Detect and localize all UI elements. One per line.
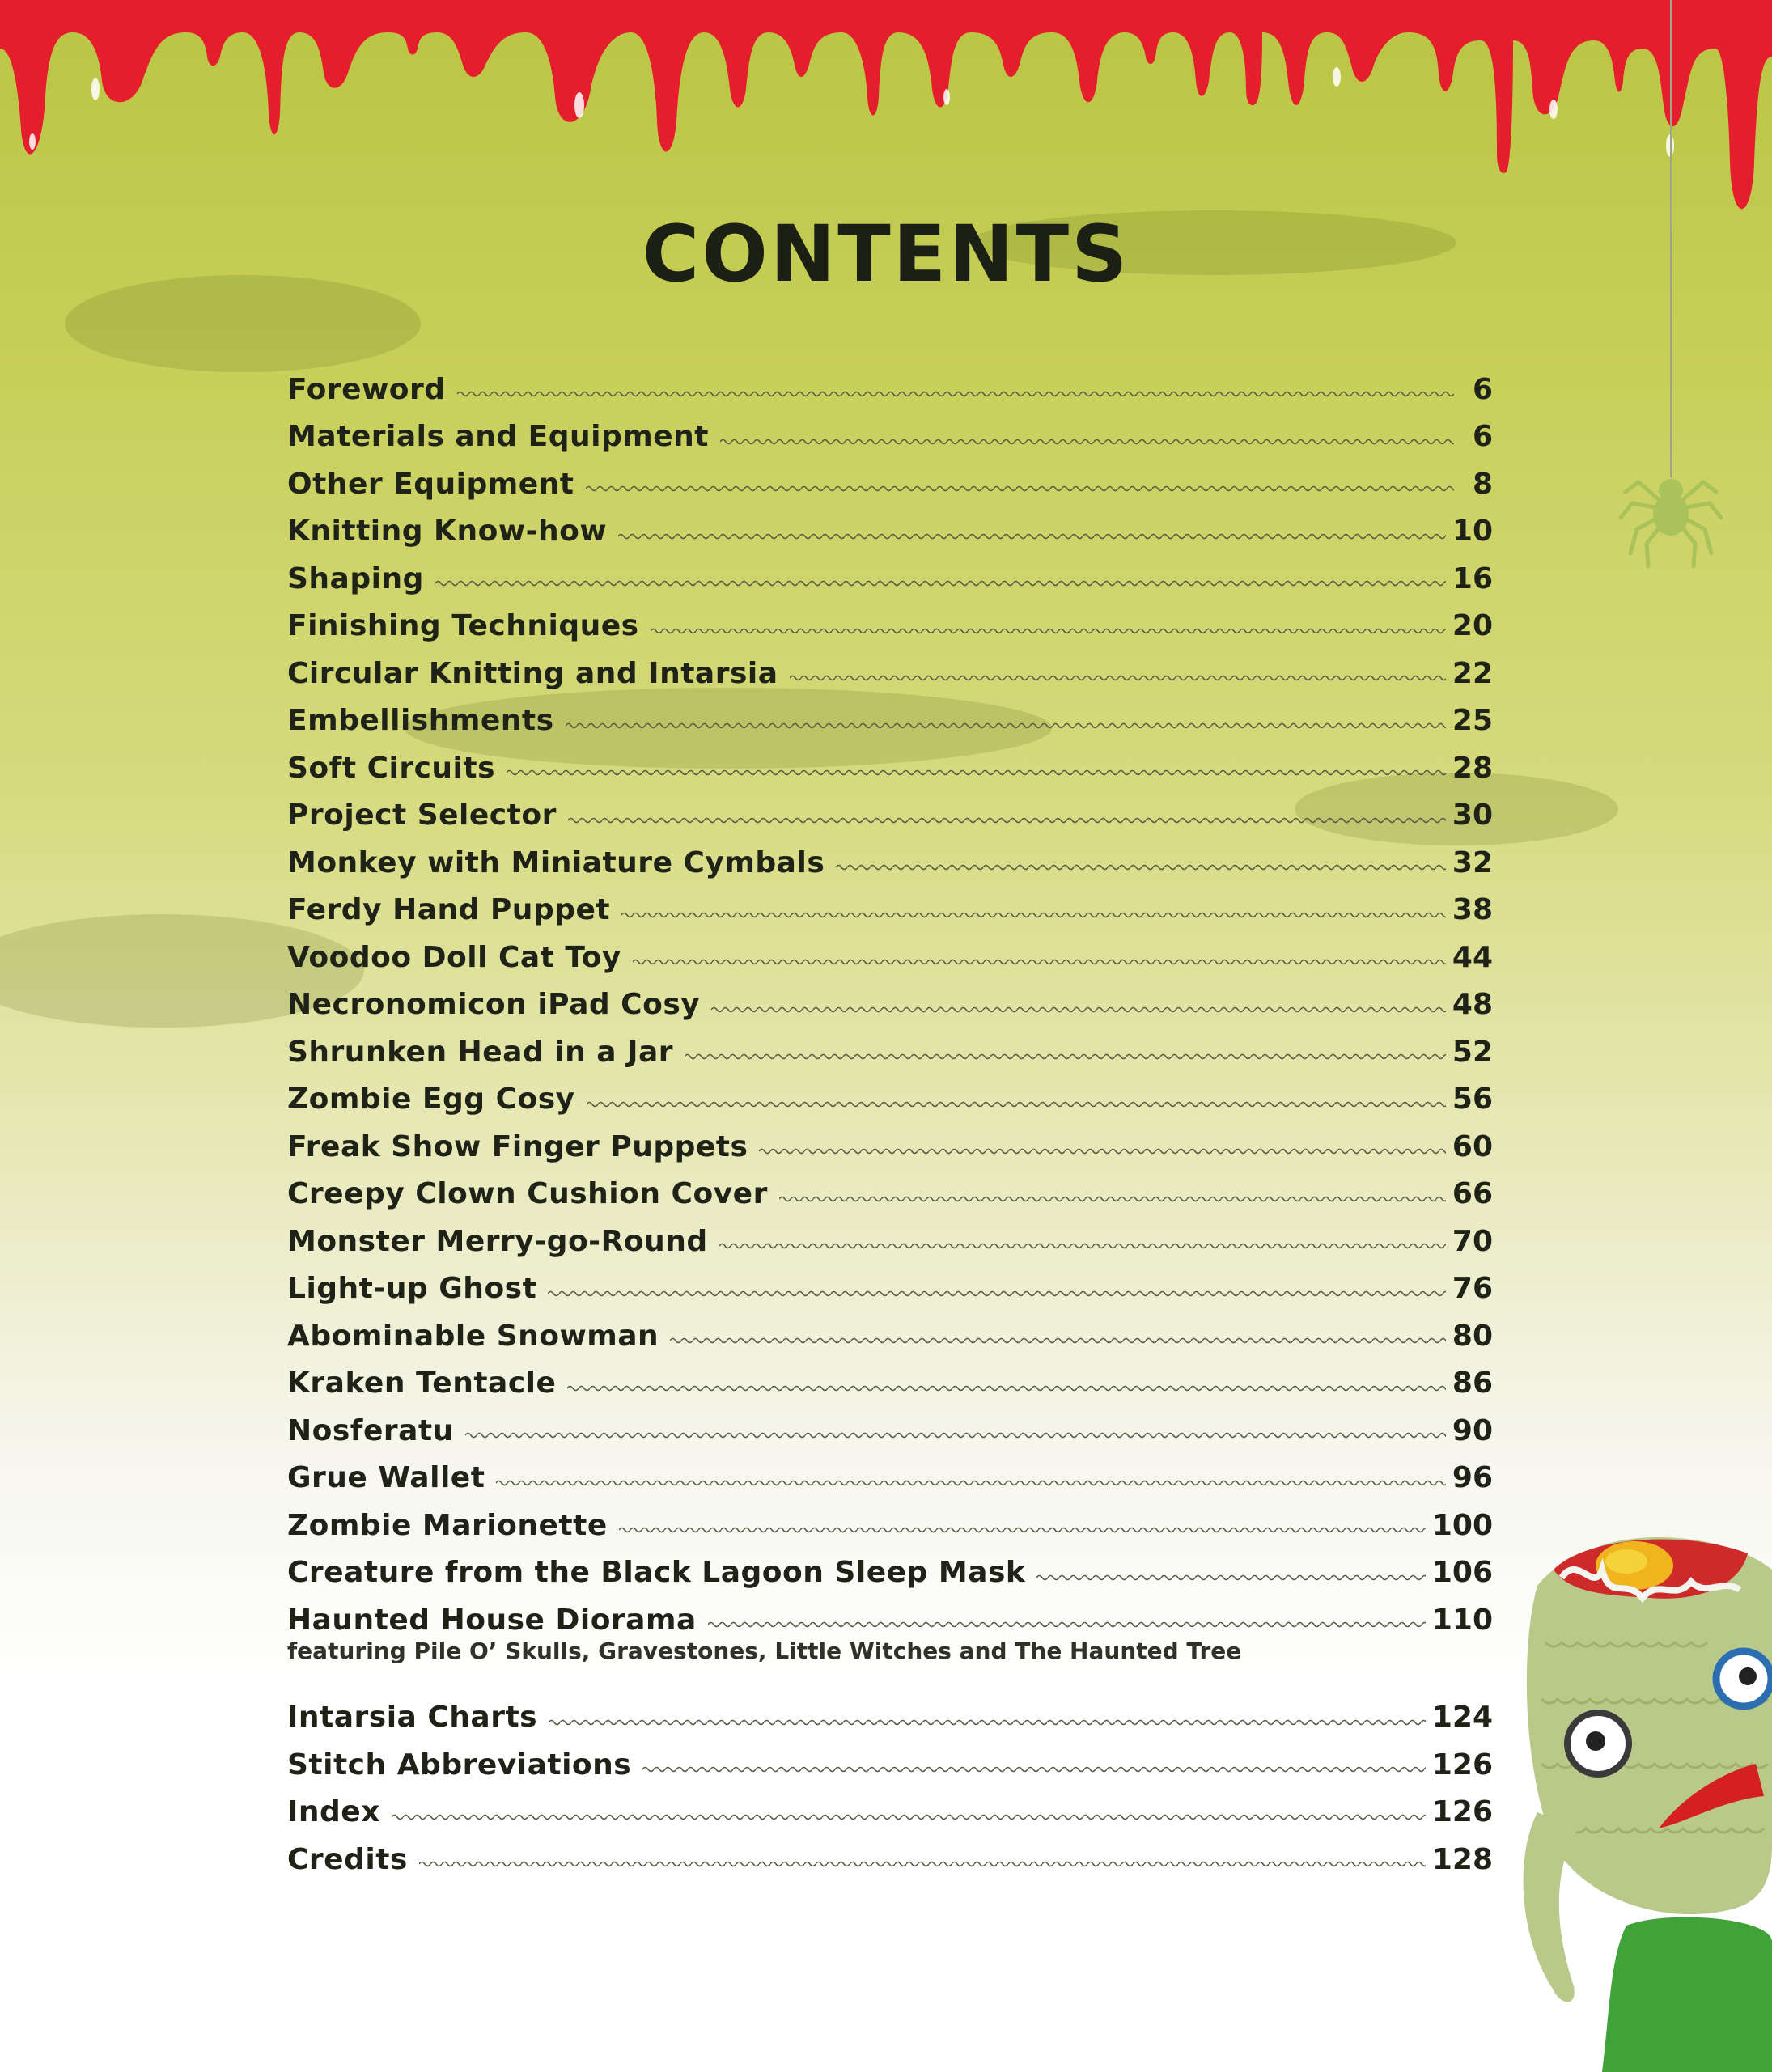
toc-entry-page-number: 44 [1452, 940, 1493, 974]
toc-entry-page-number: 76 [1452, 1272, 1493, 1306]
toc-entry[interactable] [287, 934, 1493, 981]
toc-entry-page-number: 16 [1452, 561, 1493, 595]
toc-entry[interactable] [287, 1789, 1493, 1837]
dot-leader [651, 625, 1446, 637]
toc-entry-title: Voodoo Doll Cat Toy [287, 940, 621, 974]
toc-entry[interactable] [287, 839, 1493, 887]
dot-leader [507, 767, 1446, 778]
dot-leader [618, 531, 1446, 542]
toc-entry-page-number: 38 [1452, 893, 1493, 927]
toc-entry-page-number: 10 [1452, 515, 1493, 549]
toc-entry-page-number: 25 [1452, 704, 1493, 738]
toc-entry[interactable] [287, 603, 1493, 650]
toc-entry[interactable] [287, 887, 1493, 934]
toc-entry-title: Kraken Tentacle [287, 1367, 557, 1400]
toc-entry-title: Stitch Abbreviations [287, 1748, 632, 1782]
toc-entry-page-number: 32 [1452, 845, 1493, 879]
toc-entry-title: Credits [287, 1842, 408, 1876]
toc-entry-page-number: 66 [1452, 1177, 1493, 1211]
toc-entry-title: Other Equipment [287, 467, 574, 501]
toc-entry-title: Finishing Techniques [287, 609, 639, 643]
dot-leader [685, 1051, 1446, 1062]
toc-entry-title: Materials and Equipment [287, 420, 710, 454]
dot-leader [568, 815, 1446, 826]
dot-leader [719, 1240, 1446, 1252]
toc-entry-title: Creepy Clown Cushion Cover [287, 1177, 768, 1211]
toc-entry-title: Foreword [287, 372, 446, 406]
toc-entry[interactable] [287, 555, 1493, 603]
toc-entry-page-number: 106 [1431, 1556, 1493, 1590]
toc-entry-title: Haunted House Diorama [287, 1603, 697, 1637]
toc-entry-page-number: 100 [1431, 1508, 1493, 1542]
toc-entry[interactable] [287, 1265, 1493, 1313]
toc-entry[interactable] [287, 1694, 1493, 1742]
toc-entry-title: Project Selector [287, 799, 557, 833]
toc-entry-title: Embellishments [287, 704, 554, 738]
dot-leader [392, 1811, 1426, 1823]
toc-entry[interactable] [287, 1407, 1493, 1455]
dot-leader [633, 956, 1446, 968]
dot-leader [759, 1146, 1445, 1157]
toc-entry-page-number: 60 [1452, 1129, 1493, 1163]
toc-entry-page-number: 30 [1452, 799, 1493, 833]
toc-entry[interactable] [287, 1123, 1493, 1171]
toc-entry-title: Intarsia Charts [287, 1701, 538, 1735]
toc-entry[interactable] [287, 1171, 1493, 1218]
toc-entry[interactable] [287, 1455, 1493, 1502]
dot-leader [790, 672, 1446, 684]
toc-entry[interactable] [287, 792, 1493, 840]
toc-entry-title: Freak Show Finger Puppets [287, 1129, 748, 1163]
dot-leader [457, 388, 1454, 400]
toc-entry[interactable] [287, 981, 1493, 1029]
toc-entry-page-number: 20 [1452, 609, 1493, 643]
dot-leader [548, 1288, 1446, 1299]
toc-entry-page-number: 124 [1431, 1701, 1493, 1735]
toc-entry-page-number: 90 [1452, 1413, 1493, 1447]
toc-entry-page-number: 126 [1431, 1748, 1493, 1782]
dot-leader [779, 1193, 1446, 1205]
toc-entry[interactable] [287, 697, 1493, 745]
dot-leader [1036, 1572, 1426, 1583]
toc-entry[interactable] [287, 1502, 1493, 1549]
toc-entry-page-number: 52 [1452, 1035, 1493, 1069]
toc-entry-title: Abominable Snowman [287, 1319, 659, 1353]
toc-entry-page-number: 48 [1452, 988, 1493, 1022]
toc-entry-page-number: 28 [1452, 751, 1493, 785]
dot-leader [670, 1335, 1446, 1346]
page-title: CONTENTS [642, 209, 1130, 299]
toc-entry-page-number: 110 [1431, 1603, 1493, 1637]
toc-entry-page-number: 70 [1452, 1224, 1493, 1258]
dot-leader [567, 1383, 1445, 1394]
dot-leader [711, 1004, 1446, 1015]
dot-leader [836, 862, 1446, 873]
toc-entry-page-number: 6 [1472, 372, 1493, 406]
toc-entry[interactable] [287, 650, 1493, 697]
toc-entry-title: Knitting Know-how [287, 515, 608, 549]
toc-entry-title: Zombie Marionette [287, 1508, 608, 1542]
toc-entry-title: Nosferatu [287, 1413, 454, 1447]
toc-entry-page-number: 128 [1431, 1842, 1493, 1876]
toc-entry[interactable] [287, 460, 1493, 508]
toc-entry[interactable] [287, 744, 1493, 792]
toc-entry-title: Light-up Ghost [287, 1272, 537, 1306]
dot-leader [708, 1619, 1426, 1630]
toc-entry-title: Monkey with Miniature Cymbals [287, 845, 825, 879]
section-gap [287, 1670, 1493, 1694]
toc-entry[interactable] [287, 366, 1493, 413]
toc-entry-page-number: 22 [1452, 656, 1493, 690]
toc-entry-title: Monster Merry-go-Round [287, 1224, 708, 1258]
toc-entry[interactable] [287, 1741, 1493, 1789]
toc-entry-subtitle: featuring Pile O’ Skulls, Gravestones, Little Witches and The Haunted Tree [287, 1637, 1242, 1664]
dot-leader [419, 1858, 1426, 1870]
dot-leader [619, 1524, 1426, 1536]
toc-entry[interactable] [287, 1028, 1493, 1076]
toc-entry[interactable] [287, 1549, 1493, 1597]
dot-leader [586, 483, 1454, 494]
toc-entry-title: Index [287, 1795, 380, 1829]
toc-entry-page-number: 126 [1431, 1795, 1493, 1829]
toc-entry[interactable] [287, 1312, 1493, 1360]
toc-entry-page-number: 80 [1452, 1319, 1493, 1353]
toc-entry-title: Ferdy Hand Puppet [287, 893, 611, 927]
toc-entry-title: Grue Wallet [287, 1461, 485, 1495]
dot-leader [435, 578, 1446, 589]
table-of-contents [287, 366, 1493, 1883]
dot-leader [549, 1717, 1426, 1728]
toc-entry[interactable] [287, 508, 1493, 556]
blood-drip-icon [0, 0, 1772, 243]
dot-leader [720, 436, 1454, 447]
dot-leader [465, 1430, 1446, 1441]
toc-entry[interactable] [287, 1076, 1493, 1124]
toc-entry-page-number: 86 [1452, 1367, 1493, 1400]
spider-icon [1614, 0, 1727, 583]
toc-entry-page-number: 96 [1452, 1461, 1493, 1495]
toc-entry-title: Shaping [287, 561, 424, 595]
toc-entry-title: Soft Circuits [287, 751, 496, 785]
toc-entry-title: Necronomicon iPad Cosy [287, 988, 701, 1022]
toc-entry-page-number: 6 [1472, 420, 1493, 454]
toc-entry-title: Circular Knitting and Intarsia [287, 656, 778, 690]
knitted-zombie-icon [1505, 1521, 1772, 2072]
toc-entry[interactable] [287, 1218, 1493, 1265]
toc-entry-title: Zombie Egg Cosy [287, 1083, 575, 1117]
dot-leader [496, 1477, 1445, 1489]
dot-leader [587, 1099, 1446, 1110]
toc-entry-title: Shrunken Head in a Jar [287, 1035, 674, 1069]
dot-leader [566, 720, 1446, 731]
dot-leader [642, 1764, 1426, 1775]
toc-entry[interactable] [287, 413, 1493, 461]
toc-entry-title: Creature from the Black Lagoon Sleep Mask [287, 1556, 1026, 1590]
toc-entry-page-number: 56 [1452, 1083, 1493, 1117]
toc-entry-page-number: 8 [1472, 467, 1493, 501]
toc-entry[interactable] [287, 1360, 1493, 1408]
dot-leader [621, 909, 1446, 921]
toc-entry[interactable] [287, 1836, 1493, 1883]
